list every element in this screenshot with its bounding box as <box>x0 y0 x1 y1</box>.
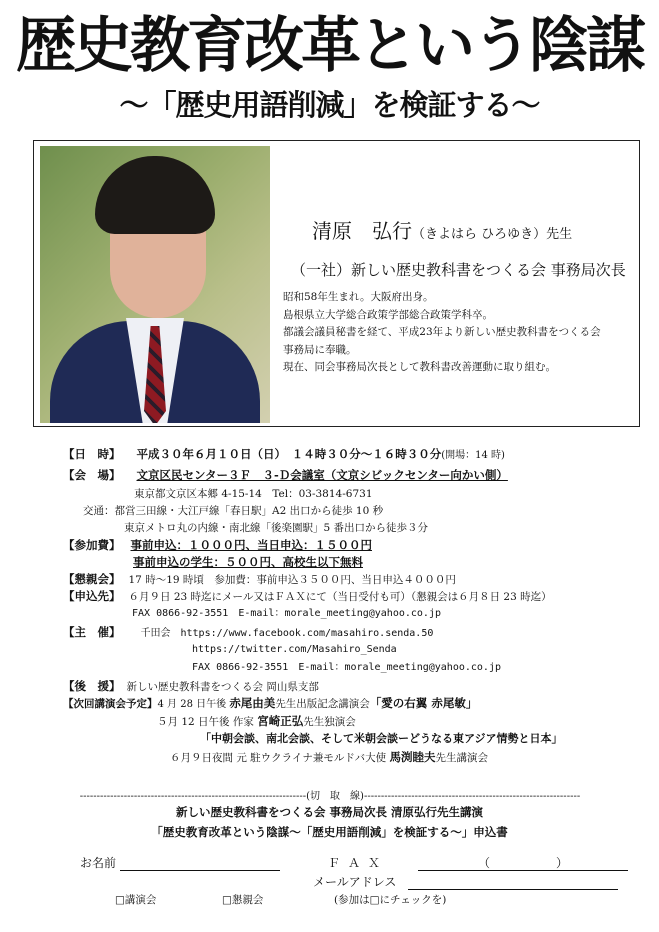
option-party[interactable]: □懇親会 <box>222 894 264 906</box>
next-1-speaker: 赤尾由美 <box>229 696 276 710</box>
support-value: 新しい歴史教科書をつくる会 岡山県支部 <box>126 681 319 693</box>
form-title-1: 新しい歴史教科書をつくる会 事務局次長 清原弘行先生講演 <box>175 805 483 819</box>
bio-line: 現在、同会事務局次長として教科書改善運動に取り組む。 <box>283 361 556 373</box>
next-3-speaker: 馬渕睦夫 <box>389 750 436 764</box>
date-note: (開場：14 時) <box>441 450 505 461</box>
next-lecture-row-1 <box>63 695 477 713</box>
cut-line: -------------------------------------------------------------------(切 取 線)---------------------------------------------------------------- <box>79 791 581 802</box>
host-twitter: https://twitter.com/Masahiro_Senda <box>192 644 397 655</box>
name-field[interactable] <box>120 858 280 871</box>
party-row <box>63 571 456 588</box>
speaker-name: 清原 弘行 <box>312 219 412 243</box>
form-title-2: 「歴史教育改革という陰謀〜「歴史用語削減」を検証する〜」申込書 <box>151 825 508 839</box>
host-value: 千田会 https://www.facebook.com/masahiro.senda.50 <box>140 628 434 639</box>
next-2-type: 先生独演会 <box>303 716 356 728</box>
next-2-speaker: 宮崎正弘 <box>257 714 304 728</box>
speaker-name-reading: （きよはら ひろゆき）先生 <box>412 227 573 242</box>
access-line-2: 東京メトロ丸の内線・南北線「後楽園駅」5 番出口から徒歩３分 <box>124 522 429 534</box>
venue-label: 【会 場】 <box>63 468 121 482</box>
speaker-photo <box>40 146 270 423</box>
access-line-1: 交通：都営三田線・大江戸線「春日駅」A2 出口から徒歩 10 秒 <box>83 505 384 517</box>
speaker-bio <box>283 289 601 377</box>
host-label: 【主 催】 <box>63 625 121 639</box>
page-title: 歴史教育改革という陰謀 <box>16 11 643 81</box>
next-3-type: 先生講演会 <box>435 752 488 764</box>
fax-paren-open: （ <box>478 856 491 870</box>
date-label: 【日 時】 <box>63 447 121 461</box>
apply-value: ６月９日 23 時迄にメール又はＦＡＸにて（当日受付も可）（懇親会は６月８日 23 時迄） <box>128 591 552 603</box>
email-label: メールアドレス <box>313 875 397 889</box>
name-field-row[interactable] <box>80 855 280 871</box>
fax-paren-close: ） <box>556 856 569 870</box>
next-3-date: ６月９日夜間 元 駐ウクライナ兼モルドバ大使 <box>170 752 390 764</box>
name-label: お名前 <box>80 856 117 870</box>
next-1-topic: 「愛の右翼 赤尾敏」 <box>369 696 478 710</box>
date-row <box>63 446 505 464</box>
next-lecture-row-2 <box>157 713 356 730</box>
support-label: 【後 援】 <box>63 679 121 693</box>
host-contact: FAX 0866-92-3551 E-mail：morale_meeting@yahoo.co.jp <box>192 662 501 673</box>
apply-row <box>63 588 552 605</box>
apply-contact: FAX 0866-92-3551 E-mail：morale_meeting@yahoo.co.jp <box>132 608 441 619</box>
fee-line-2: 事前申込の学生：５００円、高校生以下無料 <box>133 555 363 569</box>
option-lecture[interactable]: □講演会 <box>115 894 157 906</box>
next-2-topic: 「中朝会談、南北会談、そして米朝会談ーどうなる東アジア情勢と日本」 <box>200 732 563 745</box>
speaker-name-line <box>312 215 572 244</box>
bio-line: 事務局に奉職。 <box>283 343 357 356</box>
venue-row <box>63 467 508 483</box>
apply-label: 【申込先】 <box>63 589 121 603</box>
fax-field[interactable] <box>418 858 628 871</box>
speaker-organization: （一社）新しい歴史教科書をつくる会 事務局次長 <box>291 261 626 279</box>
venue-name: 文京区民センター３Ｆ ３-Ｄ会議室（文京シビックセンター向かい側） <box>136 468 508 482</box>
photo-hair <box>95 156 215 234</box>
page-subtitle: 〜「歴史用語削減」を検証する〜 <box>119 88 540 122</box>
next-1-date: 4 月 28 日午後 <box>157 699 230 710</box>
support-row <box>63 678 319 695</box>
next-lecture-label: 【次回講演会予定】 <box>63 698 158 710</box>
fee-row <box>63 537 372 553</box>
date-value: 平成３０年６月１０日（日） １４時３０分〜１６時３０分 <box>136 447 442 461</box>
bio-line: 昭和58年生まれ。大阪府出身。 <box>283 291 434 303</box>
email-field-row[interactable] <box>313 874 618 890</box>
fee-line-1: 事前申込：１０００円、当日申込：１５００円 <box>130 538 372 552</box>
bio-line: 都議会議員秘書を経て、平成23年より新しい歴史教科書をつくる会 <box>283 326 601 338</box>
next-lecture-row-3 <box>170 749 488 766</box>
venue-address: 東京都文京区本郷 4-15-14 Tel：03-3814-6731 <box>134 488 373 500</box>
email-field[interactable] <box>408 877 618 890</box>
next-2-date: ５月 12 日午後 作家 <box>157 716 258 728</box>
fax-label: ＦＡＸ <box>328 856 389 870</box>
fax-field-row[interactable] <box>328 855 628 871</box>
bio-line: 島根県立大学総合政策学部総合政策学科卒。 <box>283 308 493 321</box>
host-row <box>63 624 433 642</box>
option-note: (参加は□にチェックを) <box>334 894 447 906</box>
next-1-type: 先生出版記念講演会 <box>275 698 370 710</box>
party-value: 17 時〜19 時頃 参加費：事前申込３５００円、当日申込４０００円 <box>128 574 456 586</box>
fee-label: 【参加費】 <box>63 538 121 552</box>
party-label: 【懇親会】 <box>63 572 121 586</box>
